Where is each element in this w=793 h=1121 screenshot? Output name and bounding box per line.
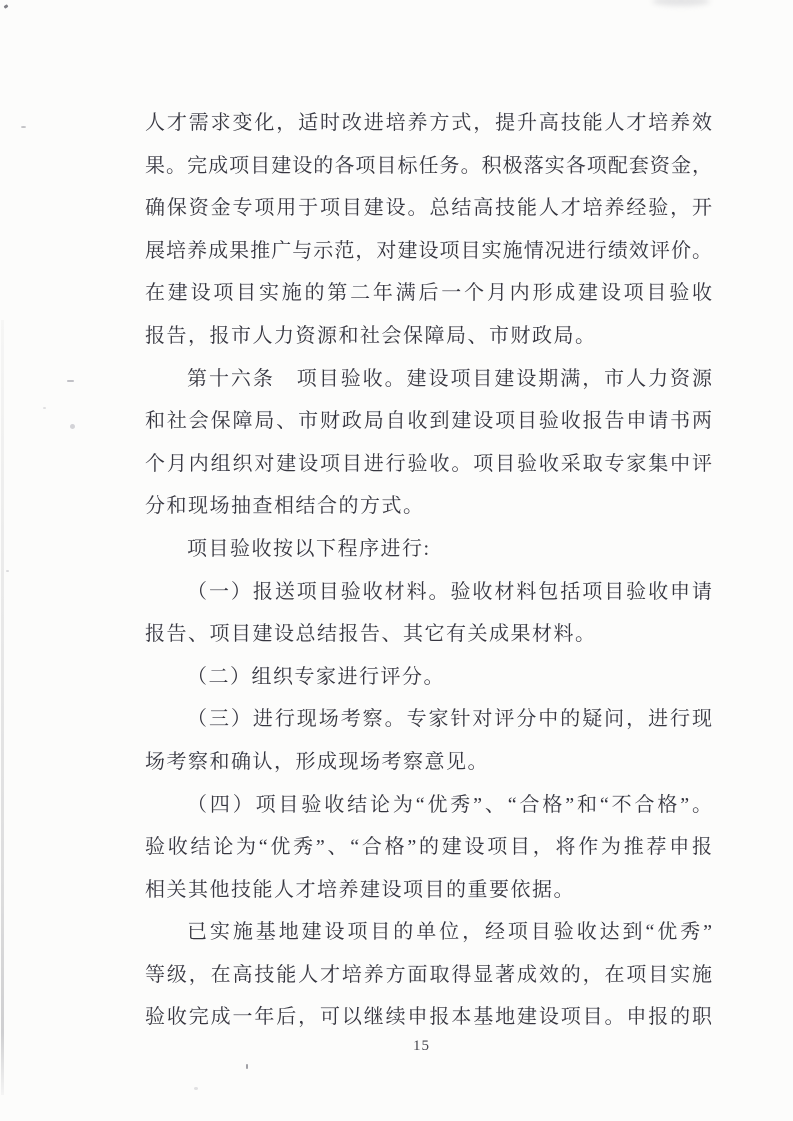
scan-speck <box>70 424 75 429</box>
scan-edge-shadow <box>1 320 4 1095</box>
text-line: 场考察和确认，形成现场考察意见。 <box>145 750 489 773</box>
text-line: 确保资金专项用于项目建设。总结高技能人才培养经验，开 <box>145 197 712 220</box>
text-line: 报告、项目建设总结报告、其它有关成果材料。 <box>145 623 597 646</box>
scan-speck <box>194 1087 198 1090</box>
text-line: 验收完成一年后，可以继续申报本基地建设项目。申报的职 <box>145 1006 712 1029</box>
text-block <box>145 102 712 1039</box>
text-line: 在建设项目实施的第二年满后一个月内形成建设项目验收 <box>145 282 712 305</box>
scan-speck <box>43 407 46 409</box>
scan-speck <box>6 570 9 572</box>
text-line: 分和现场抽查相结合的方式。 <box>145 495 425 518</box>
page-number: 15 <box>413 1038 430 1054</box>
scan-speck <box>21 126 26 128</box>
text-line: 个月内组织对建设项目进行验收。项目验收采取专家集中评 <box>145 452 712 475</box>
text-line: 果。完成项目建设的各项目标任务。积极落实各项配套资金， <box>145 154 712 177</box>
text-line: 第十六条 项目验收。建设项目建设期满，市人力资源 <box>187 367 712 390</box>
text-line: （四）项目验收结论为“优秀”、“合格”和“不合格”。 <box>187 793 712 816</box>
text-line: 已实施基地建设项目的单位，经项目验收达到“优秀” <box>187 921 712 944</box>
text-line: 和社会保障局、市财政局自收到建设项目验收报告申请书两 <box>145 410 712 433</box>
text-line: （三）进行现场考察。专家针对评分中的疑问，进行现 <box>187 708 712 731</box>
text-line: 相关其他技能人才培养建设项目的重要依据。 <box>145 878 575 901</box>
text-line: （一）报送项目验收材料。验收材料包括项目验收申请 <box>187 580 712 603</box>
text-line: 项目验收按以下程序进行: <box>187 537 431 560</box>
text-line: （二）组织专家进行评分。 <box>187 665 445 688</box>
scan-smudge <box>652 0 710 6</box>
text-line: 验收结论为“优秀”、“合格”的建设项目，将作为推荐申报 <box>145 836 712 859</box>
scan-speck <box>67 380 74 382</box>
scan-speck <box>4 4 9 9</box>
text-line: 展培养成果推广与示范，对建设项目实施情况进行绩效评价。 <box>145 239 712 262</box>
text-line: 报告，报市人力资源和社会保障局、市财政局。 <box>145 324 597 347</box>
text-line: 等级，在高技能人才培养方面取得显著成效的，在项目实施 <box>145 963 712 986</box>
text-line: 人才需求变化，适时改进培养方式，提升高技能人才培养效 <box>145 112 712 134</box>
scan-speck <box>246 1064 248 1069</box>
